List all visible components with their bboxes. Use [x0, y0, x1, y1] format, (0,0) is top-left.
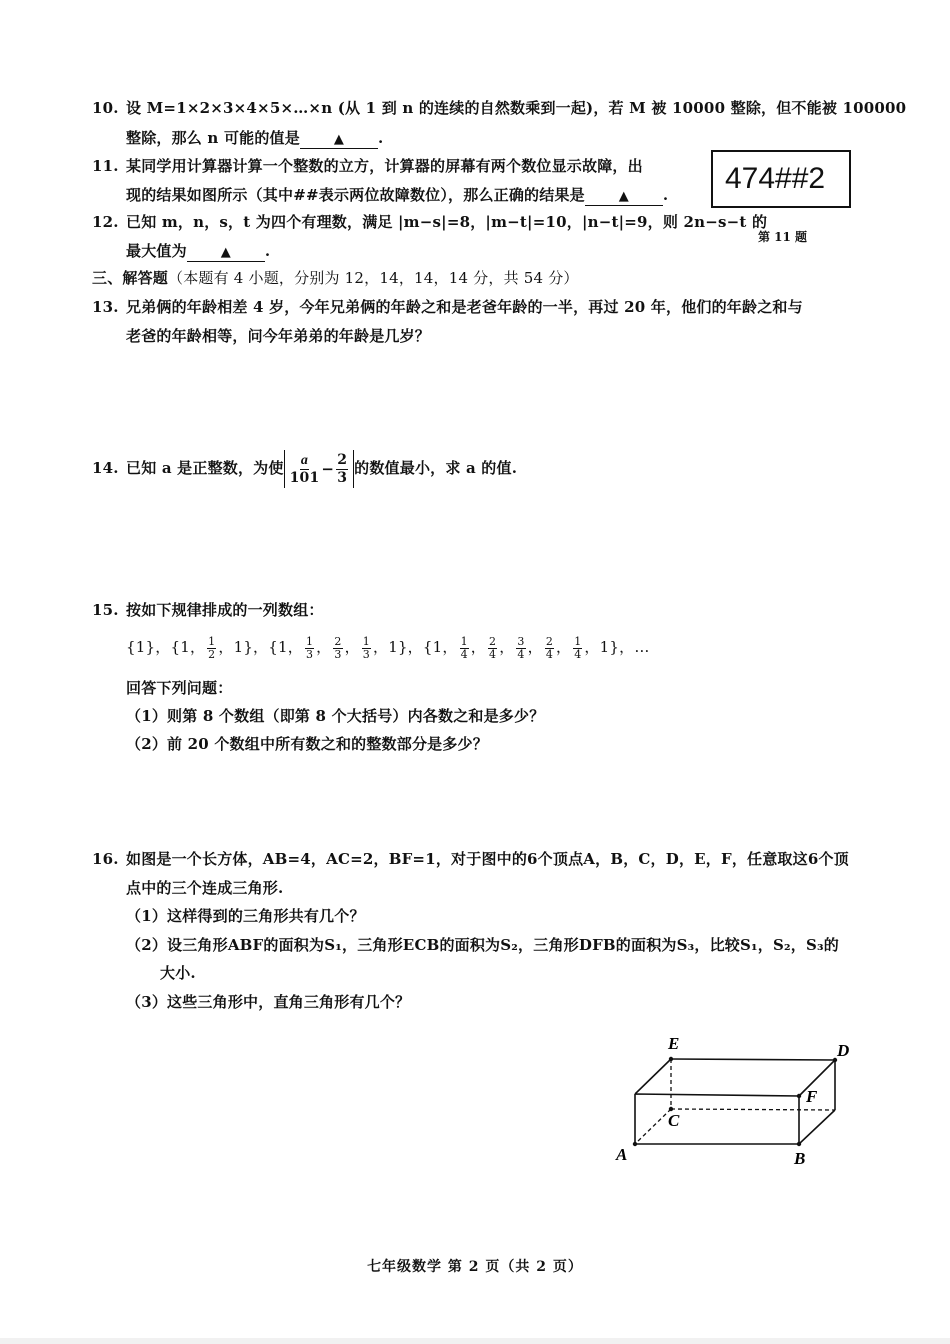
answer-blank[interactable]: ▲ — [585, 187, 663, 206]
vertex-label-e: E — [668, 1034, 680, 1053]
vertex-label-d: D — [837, 1041, 850, 1060]
fraction: $\frac{3}{4}$ — [517, 634, 525, 661]
q13-text: 兄弟俩的年龄相差 4 岁，今年兄弟俩的年龄之和是老爸年龄的一半，再过 20 年，他们的年龄之和与 — [126, 298, 803, 316]
q11-text-cont: 现的结果如图所示（其中##表示两位故障数位），那么正确的结果是 — [126, 186, 585, 204]
fraction: $\frac{1}{2}$ — [208, 634, 216, 661]
answer-blank[interactable]: ▲ — [187, 243, 265, 262]
q13-line1 — [92, 297, 803, 317]
q10-text: 设 M=1×2×3×4×5×…×n (从 1 到 n 的连续的自然数乘到一起)，若 M 被 10000 整除，但不能被 100000 — [126, 99, 907, 117]
numerator: 2 — [337, 451, 348, 468]
denominator: 3 — [337, 469, 348, 486]
fraction: $\frac{2}{3}$ — [334, 634, 342, 661]
q15-sub2: （2）前 20 个数组中所有数之和的整数部分是多少？ — [126, 735, 488, 753]
calculator-display: 474##2 — [711, 150, 851, 208]
numerator: a — [300, 452, 309, 468]
q12-line2 — [126, 241, 270, 262]
answer-blank[interactable]: ▲ — [300, 130, 378, 149]
q11-line2 — [126, 185, 668, 206]
number-group: {1}， — [126, 638, 171, 656]
period: . — [662, 186, 669, 204]
fraction-a-over-101 — [290, 452, 320, 487]
q13-text-cont: 老爸的年龄相等，问今年弟弟的年龄是几岁？ — [126, 327, 431, 345]
number-group: {1， $\frac{1}{2}$ ，1}， — [170, 634, 269, 661]
cuboid-figure — [600, 1025, 880, 1175]
number-group: {1， $\frac{1}{3}$ ， $\frac{2}{3}$ ， $\frac{1}{3}$ ，1}， — [268, 634, 423, 661]
fraction: $\frac{1}{3}$ — [362, 634, 370, 661]
ellipsis: … — [634, 638, 650, 656]
q11-number: 11. — [92, 157, 119, 175]
period: . — [377, 129, 384, 147]
fraction: $\frac{2}{4}$ — [489, 634, 497, 661]
q12-number: 12. — [92, 213, 119, 231]
q16-sub3: （3）这些三角形中，直角三角形有几个？ — [126, 993, 411, 1011]
q14-text: 已知 a 是正整数，为使 — [126, 459, 284, 477]
vertex-label-a: A — [616, 1145, 628, 1164]
q16-line1 — [92, 849, 849, 869]
q14-text-cont: 的数值最小，求 a 的值. — [354, 459, 518, 477]
fraction: $\frac{2}{4}$ — [545, 634, 554, 661]
fraction: $\frac{1}{4}$ — [460, 634, 468, 661]
q10-line2 — [126, 128, 383, 149]
hidden-edge — [635, 1109, 671, 1144]
q15-number: 15. — [92, 601, 119, 619]
vertex-label-c: C — [668, 1111, 680, 1130]
q10-number: 10. — [92, 99, 119, 117]
q16-line2: 点中的三个连成三角形. — [126, 879, 284, 897]
q15-prompt: 回答下列问题： — [126, 679, 233, 697]
q16-sub1: （1）这样得到的三角形共有几个？ — [126, 907, 365, 925]
minus-sign: − — [321, 460, 335, 478]
q13-line2 — [126, 326, 430, 346]
q10-line1 — [92, 98, 906, 118]
hidden-edge — [671, 1109, 835, 1110]
period: . — [264, 242, 271, 260]
q16-sub2-line2: 大小. — [160, 964, 196, 982]
fraction: $\frac{1}{4}$ — [574, 634, 582, 661]
absolute-value-expression — [284, 450, 355, 488]
number-group: {1， $\frac{1}{4}$ ， $\frac{2}{4}$ ， $\frac{3}{4}$ ， $\frac{2}{4}$ ， $\frac{1}{4}$ ，1}， — [422, 634, 635, 661]
q12-text-cont: 最大值为 — [126, 242, 187, 260]
q16-sub2-line1: （2）设三角形ABF的面积为S₁，三角形ECB的面积为S₂，三角形DFB的面积为S₃，比较S₁，S₂，S₃的 — [126, 936, 840, 954]
q14-line — [92, 448, 517, 488]
q15-sequence — [126, 632, 650, 662]
q15-intro — [92, 600, 324, 620]
q13-number: 13. — [92, 298, 119, 316]
vertex-label-b: B — [794, 1149, 806, 1168]
front-face — [635, 1094, 799, 1144]
fraction: $\frac{1}{3}$ — [305, 634, 314, 661]
q11-text: 某同学用计算器计算一个整数的立方，计算器的屏幕有两个数位显示故障，出 — [126, 157, 643, 175]
q15-text: 按如下规律排成的一列数组： — [126, 601, 324, 619]
q11-line1 — [92, 156, 643, 176]
section-heading — [92, 268, 579, 288]
bottom-edge — [0, 1338, 950, 1344]
denominator: 101 — [289, 469, 320, 486]
page-footer: 七年级数学 第 2 页（共 2 页） — [367, 1259, 583, 1275]
figure-caption-q11: 第 11 题 — [758, 230, 808, 244]
q10-text-cont: 整除，那么 n 可能的值是 — [126, 129, 300, 147]
q16-text: 如图是一个长方体，AB=4，AC=2，BF=1，对于图中的6个顶点A，B，C，D，E，F，任意取这6个顶 — [126, 850, 849, 868]
section-note: （本题有 4 小题，分别为 12，14，14，14 分，共 54 分） — [168, 269, 579, 287]
q12-line1 — [92, 212, 767, 232]
fraction-2-over-3 — [336, 452, 348, 487]
section-title: 三、解答题 — [92, 269, 169, 287]
q14-number: 14. — [92, 459, 119, 477]
q12-text: 已知 m，n，s，t 为四个有理数，满足 |m−s|=8，|m−t|=10，|n−t|=9，则 2n−s−t 的 — [126, 213, 768, 231]
vertex-label-f: F — [806, 1087, 818, 1106]
q15-sub1: （1）则第 8 个数组（即第 8 个大括号）内各数之和是多少？ — [126, 707, 545, 725]
q16-number: 16. — [92, 850, 119, 868]
